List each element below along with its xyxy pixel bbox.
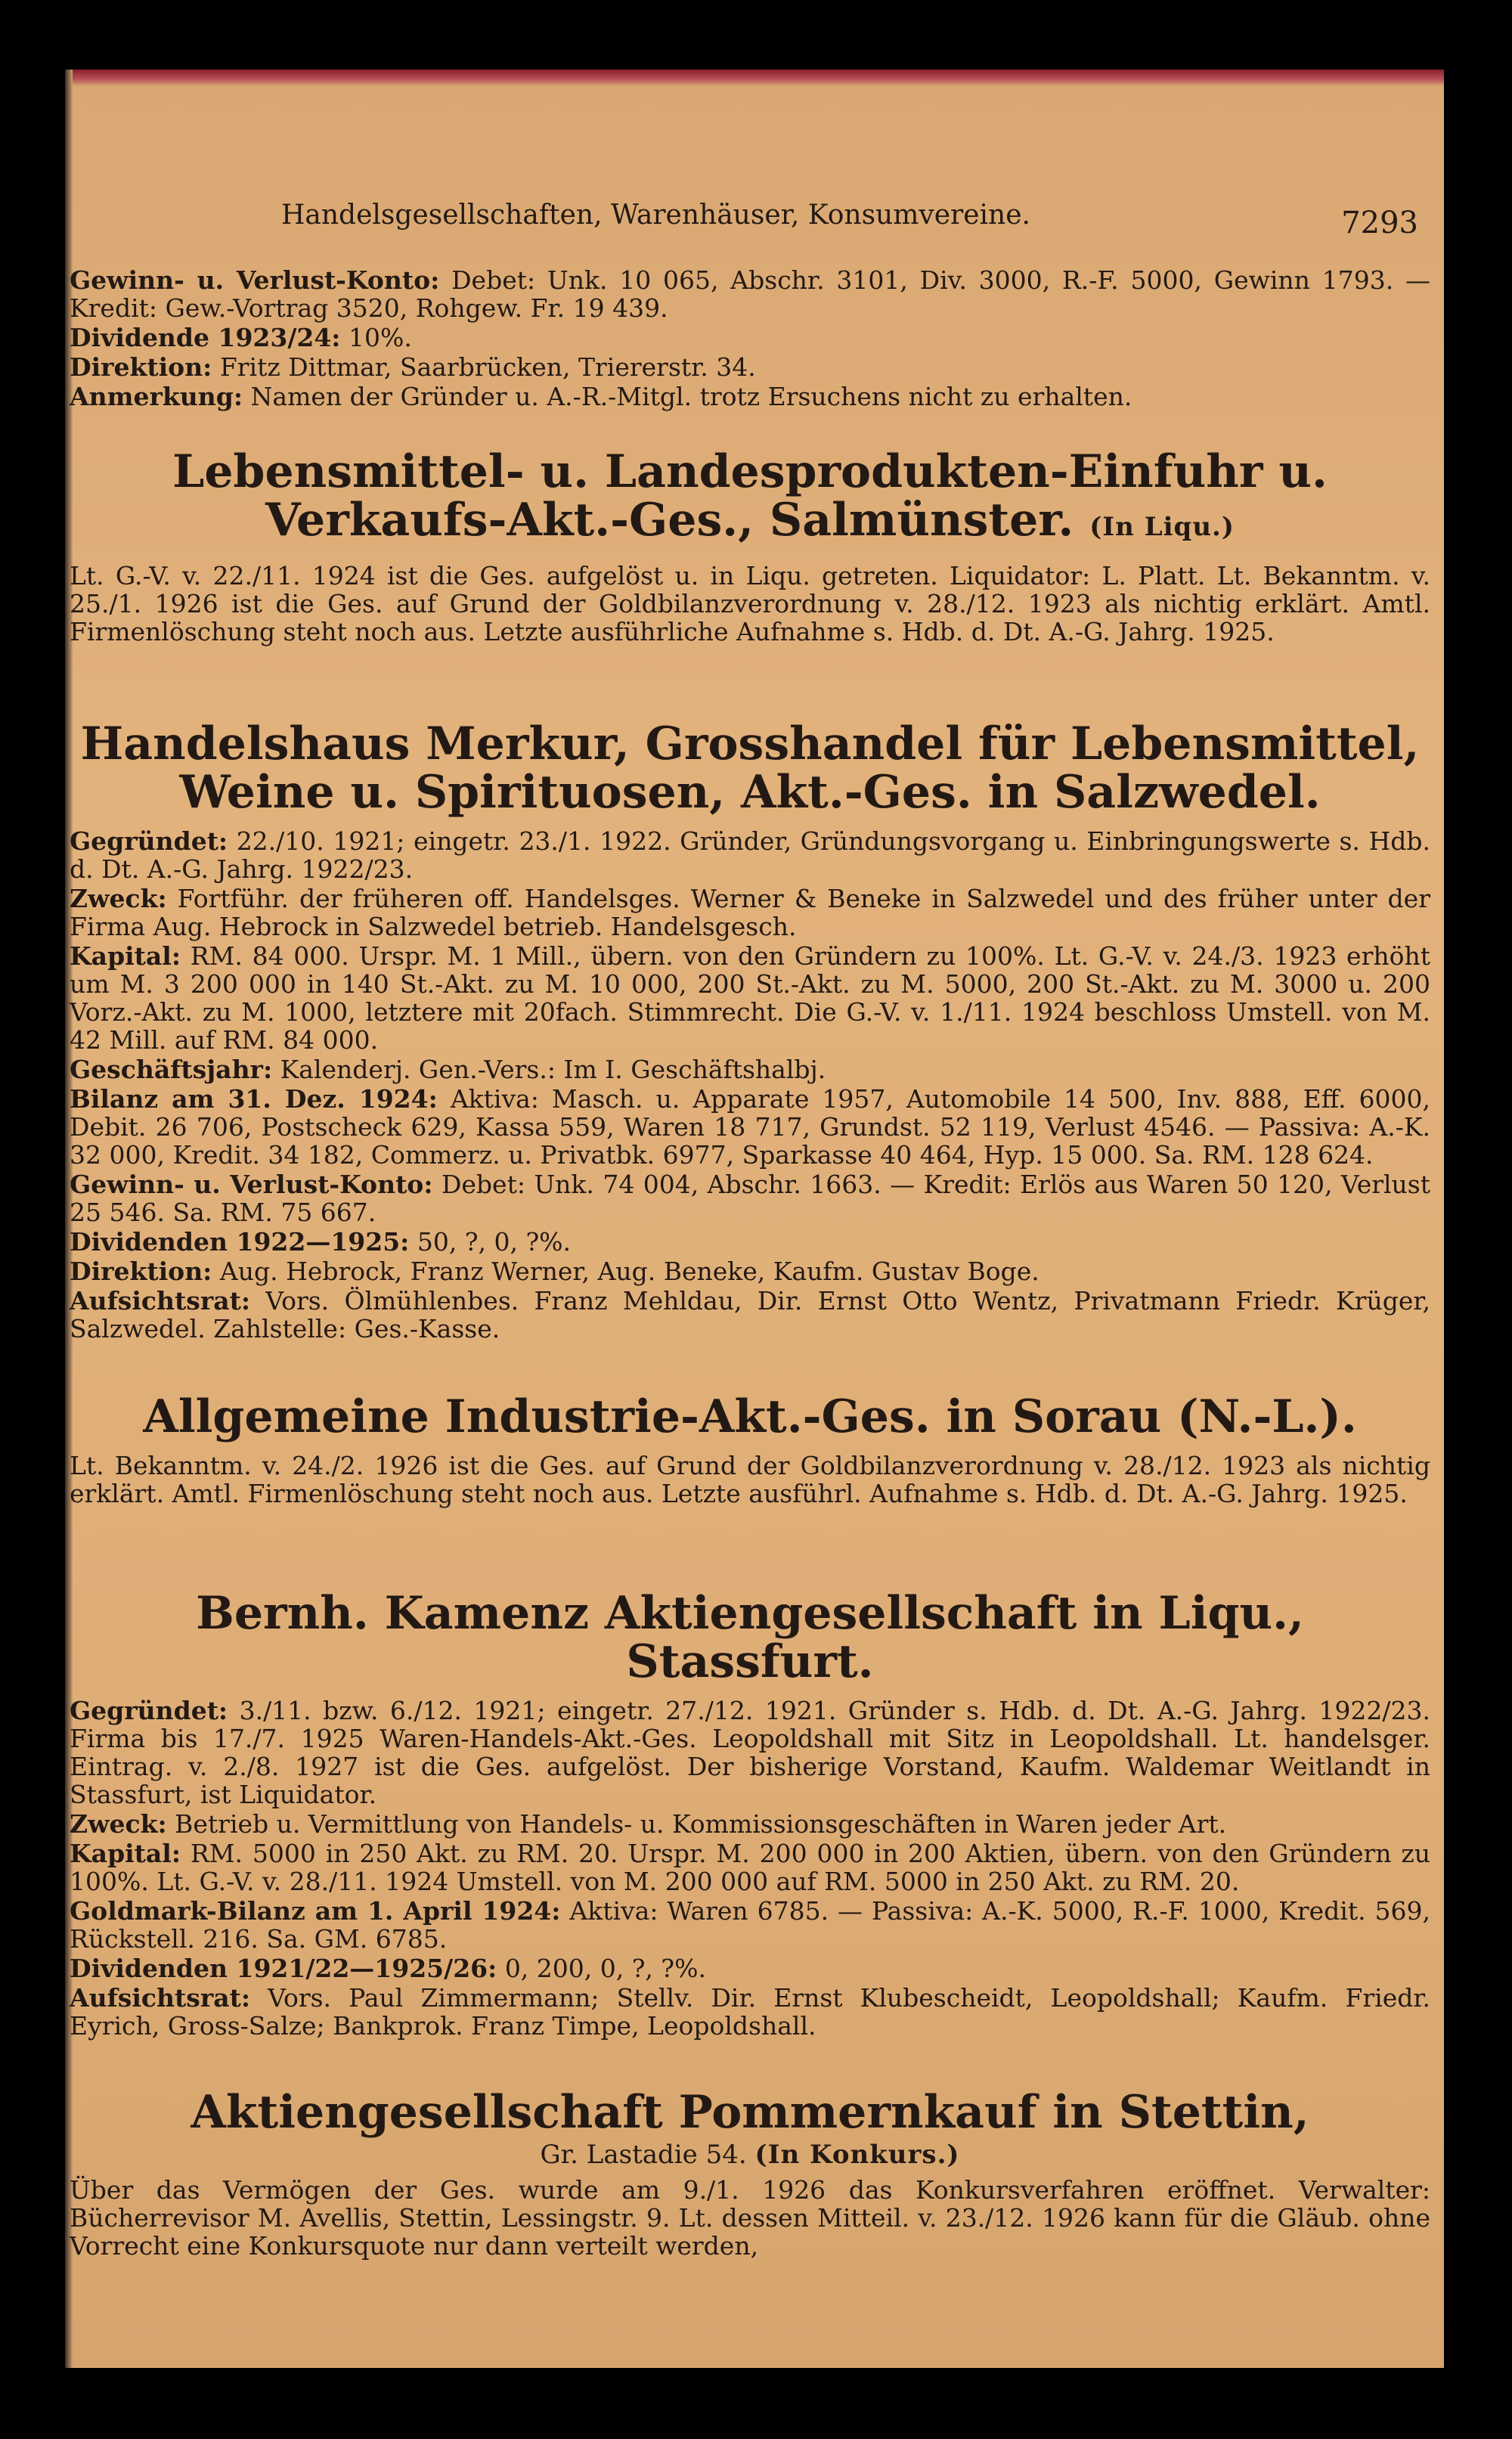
entry-para: [70, 2176, 1430, 2260]
para-text: Debet: Unk. 74 004, Abschr. 1663. — Kredit: Erlös aus Waren 50 120, Verlust 25 546. Sa. RM. 75 667.: [70, 1170, 1431, 1227]
entry-title: Aktiengesellschaft Pommernkauf in Stettin,: [191, 2086, 1309, 2139]
entry-para: [70, 1170, 1430, 1226]
para-label: Zweck:: [70, 884, 167, 913]
para-text: 0, 200, 0, ?, ?%.: [504, 1954, 706, 1983]
page-content: [70, 115, 1431, 2261]
entry-para-text: Über das Vermögen der Ges. wurde am 9./1. 1926 das Konkursverfahren eröffnet. Verwalter: Bücherrevisor M. Avellis, Stettin, Lessingstr. 9. Lt. dessen Mitteil. v. 23./12. 1926 kann für die Gläub. ohne Vorrecht eine Konkursquote nur dann verteilt werden,: [70, 2175, 1430, 2261]
running-head: [70, 115, 1430, 240]
entry-pommernkauf: [70, 2088, 1430, 2261]
dividende: [70, 324, 1430, 352]
entry-para: [70, 1452, 1430, 1508]
para-text: RM. 84 000. Urspr. M. 1 Mill., übern. von den Gründern zu 100%. Lt. G.-V. v. 24./3. 1923 erhöht um M. 3 200 000 in 140 St.-Akt. zu M. 10 000, 200 St.-Akt. zu M. 5000, 200 St.-Akt. zu M. 3000 u. 200 Vorz.-Akt. zu M. 1000, letztere mit 20fach. Stimmrecht. Die G.-V. v. 1./11. 1924 beschloss Umstell. von M. 42 Mill. auf RM. 84 000.: [70, 941, 1430, 1055]
entry-tag: (In Konkurs.): [754, 2140, 960, 2170]
para-label: Aufsichtsrat:: [70, 1286, 251, 1316]
entry-para: [70, 1055, 1430, 1083]
para-text: 50, ?, 0, ?%.: [417, 1227, 572, 1257]
entry-para: [70, 1257, 1430, 1285]
para-text: Vors. Paul Zimmermann; Stellv. Dir. Ernst Klubescheidt, Leopoldshall; Kaufm. Friedr. Eyrich, Gross-Salze; Bankprok. Franz Timpe, Leopoldshall.: [70, 1983, 1430, 2041]
entry-address: Gr. Lastadie 54.: [540, 2140, 747, 2170]
direktion: [70, 353, 1430, 381]
para-label: Dividenden 1922—1925:: [70, 1227, 410, 1257]
entry-para: [70, 1954, 1430, 1982]
entry-para: [70, 1085, 1430, 1169]
para-text: 3./11. bzw. 6./12. 1921; eingetr. 27./12. 1921. Gründer s. Hdb. d. Dt. A.-G. Jahrg. 1922/23. Firma bis 17./7. 1925 Waren-Handels-Akt.-Ges. Leopoldshall mit Sitz in Leopoldshall. Lt. handelsger. Eintrag. v. 2./8. 1927 ist die Ges. aufgelöst. Der bisherige Vorstand, Kaufm. Waldemar Weitlandt in Stassfurt, ist Liquidator.: [70, 1696, 1430, 1809]
entry-tag: (In Liqu.): [1089, 512, 1235, 542]
entry-handelshaus-merkur: [70, 717, 1431, 1344]
running-title: Handelsgesellschaften, Warenhäuser, Konsumvereine.: [281, 200, 1030, 231]
para-label: Gegründet:: [70, 1696, 228, 1725]
entry-title: Allgemeine Industrie-Akt.-Ges. in Sorau (N.-L.).: [143, 1390, 1357, 1443]
book-page: [65, 70, 1444, 2368]
entry-para: [70, 1810, 1430, 1838]
para-text: Aktiva: Waren 6785. — Passiva: A.-K. 5000, R.-F. 1000, Kredit. 569, Rückstell. 216. Sa. GM. 6785.: [70, 1896, 1430, 1954]
anmerkung: [70, 383, 1430, 411]
para-label: Kapital:: [70, 941, 181, 971]
para-label: Dividenden 1921/22—1925/26:: [70, 1954, 497, 1983]
para-label: Gewinn- u. Verlust-Konto:: [70, 1170, 433, 1199]
direktion-label: Direktion:: [70, 352, 212, 382]
para-text: 22./10. 1921; eingetr. 23./1. 1922. Gründer, Gründungsvorgang u. Einbringungswerte s. Hdb. d. Dt. A.-G. Jahrg. 1922/23.: [70, 826, 1430, 884]
entry-allgemeine-industrie: [70, 1390, 1430, 1509]
para-label: Bilanz am 31. Dez. 1924:: [70, 1084, 438, 1114]
dividende-label: Dividende 1923/24:: [70, 323, 341, 352]
para-text: Betrieb u. Vermittlung von Handels- u. Kommissionsgeschäften in Waren jeder Art.: [175, 1809, 1227, 1839]
entry-para: [70, 827, 1430, 883]
entry-para: [70, 1839, 1430, 1895]
entry-para: [70, 1287, 1430, 1343]
direktion-text: Fritz Dittmar, Saarbrücken, Triererstr. 34.: [219, 352, 756, 382]
entry-subtitle: [70, 2140, 1430, 2170]
para-label: Geschäftsjahr:: [70, 1055, 273, 1084]
entry-title: Handelshaus Merkur, Grosshandel für Lebensmittel, Weine u. Spirituosen, Akt.-Ges. in Salzwedel.: [80, 717, 1420, 819]
page-number: 7293: [1341, 206, 1418, 240]
entry-para: [70, 942, 1430, 1054]
anmerkung-label: Anmerkung:: [70, 382, 243, 411]
entry-continuation: [70, 266, 1430, 412]
para-text: Vors. Ölmühlenbes. Franz Mehldau, Dir. Ernst Otto Wentz, Privatmann Friedr. Krüger, Salzwedel. Zahlstelle: Ges.-Kasse.: [70, 1286, 1430, 1343]
para-text: Aug. Hebrock, Franz Werner, Aug. Beneke, Kaufm. Gustav Boge.: [219, 1257, 1040, 1286]
entry-title: [70, 445, 1430, 551]
entry-para: [70, 1984, 1430, 2040]
entry-lebensmittel: [70, 445, 1430, 647]
gv-konto-text: Debet: Unk. 10 065, Abschr. 3101, Div. 3000, R.-F. 5000, Gewinn 1793. — Kredit: Gew.-Vortrag 3520, Rohgew. Fr. 19 439.: [70, 265, 1430, 323]
gv-konto-label: Gewinn- u. Verlust-Konto:: [70, 265, 440, 295]
para-label: Zweck:: [70, 1809, 167, 1839]
para-label: Direktion:: [70, 1257, 212, 1286]
anmerkung-text: Namen der Gründer u. A.-R.-Mitgl. trotz Ersuchens nicht zu erhalten.: [250, 382, 1132, 411]
entry-para: [70, 562, 1430, 646]
para-label: Goldmark-Bilanz am 1. April 1924:: [70, 1896, 561, 1926]
para-label: Aufsichtsrat:: [70, 1983, 251, 2013]
entry-para: [70, 885, 1430, 941]
para-text: RM. 5000 in 250 Akt. zu RM. 20. Urspr. M. 200 000 in 200 Aktien, übern. von den Gründern zu 100%. Lt. G.-V. v. 28./11. 1924 Umstell. von M. 200 000 auf RM. 5000 in 250 Akt. zu RM. 20.: [70, 1839, 1431, 1896]
entry-para: [70, 1897, 1430, 1953]
page-edge-top: [65, 70, 1444, 86]
gv-konto: [70, 266, 1430, 322]
entry-title-text: Lebensmittel- u. Landesprodukten-Einfuhr u. Verkaufs-Akt.-Ges., Salmünster.: [172, 445, 1328, 547]
para-text: Kalenderj. Gen.-Vers.: Im I. Geschäftshalbj.: [280, 1055, 826, 1084]
entry-para-text: Lt. G.-V. v. 22./11. 1924 ist die Ges. aufgelöst u. in Liqu. getreten. Liquidator: L. Platt. Lt. Bekanntm. v. 25./1. 1926 ist die Ges. auf Grund der Goldbilanzverordnung v. 28./12. 1923 als nichtig erklärt. Amtl. Firmenlöschung steht noch aus. Letzte ausführliche Aufnahme s. Hdb. d. Dt. A.-G. Jahrg. 1925.: [70, 561, 1430, 646]
entry-para: [70, 1228, 1430, 1256]
entry-title: Bernh. Kamenz Aktiengesellschaft in Liqu., Stassfurt.: [196, 1587, 1304, 1688]
dividende-text: 10%.: [349, 323, 412, 352]
para-label: Kapital:: [70, 1839, 181, 1868]
entry-para: [70, 1697, 1430, 1808]
para-text: Aktiva: Masch. u. Apparate 1957, Automobile 14 500, Inv. 888, Eff. 6000, Debit. 26 706, Postscheck 629, Kassa 559, Waren 18 717, Grundst. 52 119, Verlust 4546. — Passiva: A.-K. 32 000, Kredit. 34 182, Commerz. u. Privatbk. 6977, Sparkasse 40 464, Hyp. 15 000. Sa. RM. 128 624.: [70, 1084, 1430, 1170]
para-label: Gegründet:: [70, 826, 228, 856]
entry-kamenz: [70, 1589, 1430, 2041]
entry-para-text: Lt. Bekanntm. v. 24./2. 1926 ist die Ges. auf Grund der Goldbilanzverordnung v. 28./12. 1923 als nichtig erklärt. Amtl. Firmenlöschung steht noch aus. Letzte ausführl. Aufnahme s. Hdb. d. Dt. A.-G. Jahrg. 1925.: [70, 1451, 1430, 1508]
para-text: Fortführ. der früheren off. Handelsges. Werner & Beneke in Salzwedel und des früher unter der Firma Aug. Hebrock in Salzwedel betrieb. Handelsgesch.: [70, 884, 1430, 941]
